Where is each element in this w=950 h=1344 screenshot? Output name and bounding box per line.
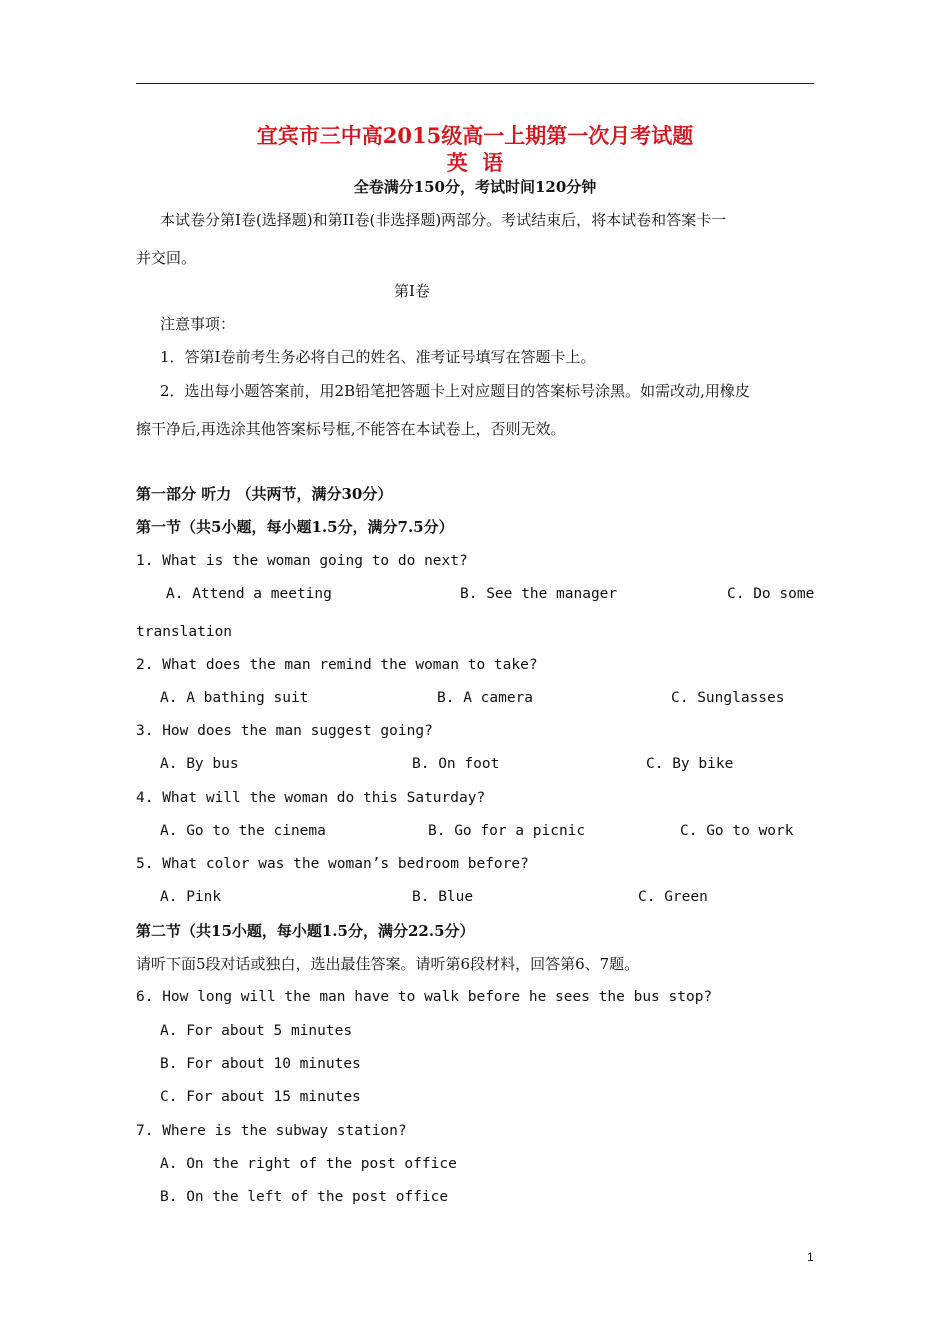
- page-number: 1: [807, 1250, 814, 1264]
- note-2-line-1: 2．选出每小题答案前，用2B铅笔把答题卡上对应题目的答案标号涂黑。如需改动,用橡皮: [160, 382, 750, 400]
- q1-stem: 1. What is the woman going to do next?: [136, 553, 468, 569]
- note-1: 1．答第I卷前考生务必将自己的姓名、准考证号填写在答题卡上。: [160, 348, 596, 366]
- q4-option-b: B. Go for a picnic: [428, 823, 586, 839]
- q5-option-c: C. Green: [638, 889, 708, 905]
- q3-option-c: C. By bike: [646, 756, 734, 772]
- q6-stem: 6. How long will the man have to walk before he sees the bus stop?: [136, 989, 713, 1005]
- q6-option-c: C. For about 15 minutes: [160, 1089, 361, 1105]
- volume-label: 第I卷: [394, 282, 430, 300]
- q7-stem: 7. Where is the subway station?: [136, 1123, 407, 1139]
- subject-title: 英 语: [446, 150, 504, 175]
- score-time: 全卷满分150分，考试时间120分钟: [353, 178, 597, 196]
- q2-stem: 2. What does the man remind the woman to take?: [136, 657, 538, 673]
- header-rule: [136, 83, 814, 84]
- q5-stem: 5. What color was the woman’s bedroom before?: [136, 856, 529, 872]
- q3-option-b: B. On foot: [412, 756, 500, 772]
- q6-option-a: A. For about 5 minutes: [160, 1023, 353, 1039]
- exam-title: 宜宾市三中高2015级高一上期第一次月考试题: [256, 123, 694, 148]
- intro-line-2: 并交回。: [136, 249, 197, 267]
- q3-stem: 3. How does the man suggest going?: [136, 723, 433, 739]
- part1-heading: 第一部分 听力 （共两节，满分30分）: [136, 485, 393, 503]
- q1-option-c-continued: translation: [136, 624, 233, 640]
- q2-option-a: A. A bathing suit: [160, 690, 309, 706]
- q5-option-a: A. Pink: [160, 889, 222, 905]
- q1-option-c: C. Do some: [727, 586, 815, 602]
- q3-option-a: A. By bus: [160, 756, 239, 772]
- section2-instruction: 请听下面5段对话或独白，选出最佳答案。请听第6段材料，回答第6、7题。: [136, 955, 640, 973]
- q2-option-b: B. A camera: [437, 690, 534, 706]
- note-2-line-2: 擦干净后,再选涂其他答案标号框,不能答在本试卷上，否则无效。: [136, 420, 566, 438]
- intro-line-1: 本试卷分第I卷(选择题)和第II卷(非选择题)两部分。考试结束后，将本试卷和答案卡一: [160, 211, 727, 229]
- notes-heading: 注意事项：: [160, 315, 236, 333]
- section2-heading: 第二节（共15小题，每小题1.5分，满分22.5分）: [136, 922, 475, 940]
- q4-option-c: C. Go to work: [680, 823, 794, 839]
- q4-option-a: A. Go to the cinema: [160, 823, 326, 839]
- section1-heading: 第一节（共5小题，每小题1.5分，满分7.5分）: [136, 518, 454, 536]
- q1-option-a: A. Attend a meeting: [166, 586, 332, 602]
- q7-option-b: B. On the left of the post office: [160, 1189, 449, 1205]
- q6-option-b: B. For about 10 minutes: [160, 1056, 361, 1072]
- q7-option-a: A. On the right of the post office: [160, 1156, 457, 1172]
- q2-option-c: C. Sunglasses: [671, 690, 785, 706]
- q5-option-b: B. Blue: [412, 889, 474, 905]
- q1-option-b: B. See the manager: [460, 586, 618, 602]
- q4-stem: 4. What will the woman do this Saturday?: [136, 790, 486, 806]
